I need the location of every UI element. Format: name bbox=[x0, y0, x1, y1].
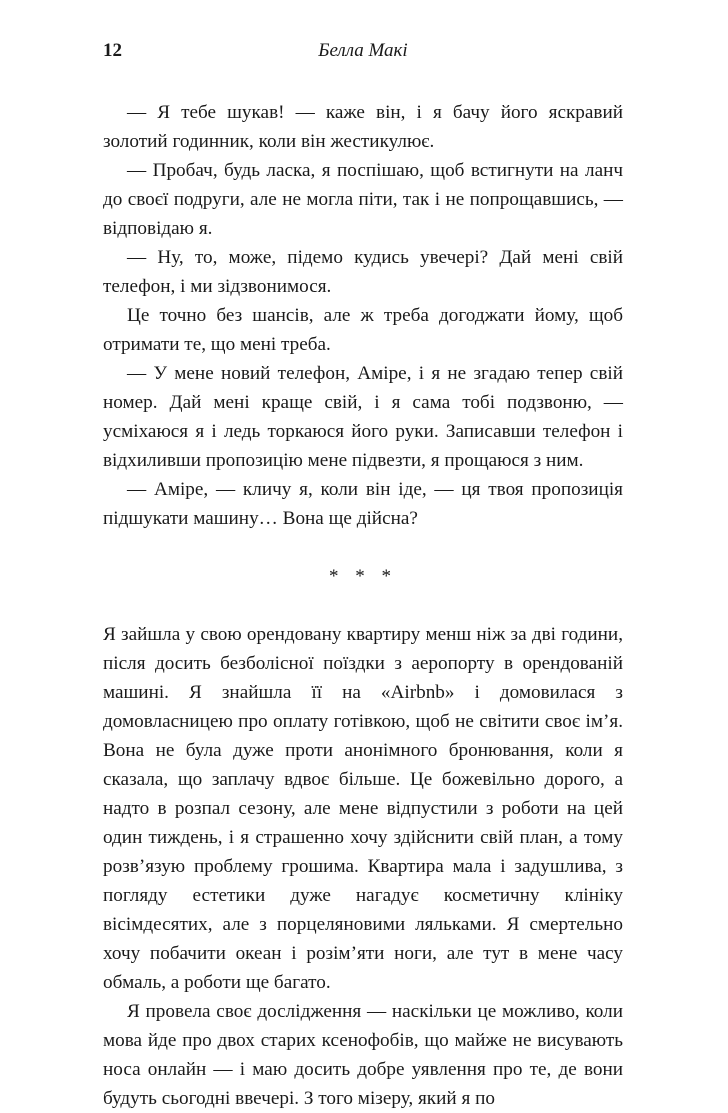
paragraph: — Я тебе шукав! — каже він, і я бачу його яскравий золотий годинник, коли він жестикулює. bbox=[103, 102, 623, 152]
paragraph: Я зайшла у свою орендовану квартиру менш ніж за дві години, після досить безболісної поїздки з аеропорту в орендованій машині. Я знайшла її на «Airbnb» і домовилася з домовласницею про оплату готівкою, щоб не світити своє ім’я. Вона не була дуже проти анонімного бронювання, коли я сказала, що заплачу вдвоє більше. Це божевільно дорого, а надто в розпал сезону, але мене відпустили з роботи на цей один тиждень, і я страшенно хочу здійснити свій план, а тому розв’язую проблему грошима. Квартира мала і задушлива, з погляду естетики дуже нагадує косметичну клініку вісімдесятих, але з порцеляновими ляльками. Я смертельно хочу побачити океан і розім’яти ноги, але тут в мене часу обмаль, а роботи ще багато. bbox=[103, 624, 623, 993]
paragraph: Я провела своє дослідження — наскільки це можливо, коли мова йде про двох старих ксенофобів, що майже не висувають носа онлайн — і маю досить добре уявлення про те, де вони будуть сьогодні ввечері. З того мізеру, який я по bbox=[103, 1001, 623, 1109]
paragraph: Це точно без шансів, але ж треба догоджати йому, щоб отримати те, що мені треба. bbox=[103, 305, 623, 355]
paragraph: — У мене новий телефон, Аміре, і я не згадаю тепер свій номер. Дай мені краще свій, і я сама тобі подзвоню, — усміхаюся я і ледь торкаюся його руки. Записавши телефон і відхиливши пропозицію мене підвезти, я прощаюся з ним. bbox=[103, 363, 623, 471]
paragraph: — Ну, то, може, підемо кудись увечері? Дай мені свій телефон, і ми зідзвонимося. bbox=[103, 247, 623, 297]
page-body bbox=[103, 98, 623, 1113]
running-head-author: Белла Макі bbox=[318, 40, 408, 61]
paragraph: — Аміре, — кличу я, коли він іде, — ця твоя пропозиція підшукати машину… Вона ще дійсна? bbox=[103, 479, 623, 529]
paragraph: — Пробач, будь ласка, я поспішаю, щоб встигнути на ланч до своєї подруги, але не могла піти, так і не попрощавшись, — відповідаю я. bbox=[103, 160, 623, 239]
page-number: 12 bbox=[103, 40, 122, 61]
page-header bbox=[103, 40, 623, 70]
section-break: * * * bbox=[329, 566, 397, 587]
